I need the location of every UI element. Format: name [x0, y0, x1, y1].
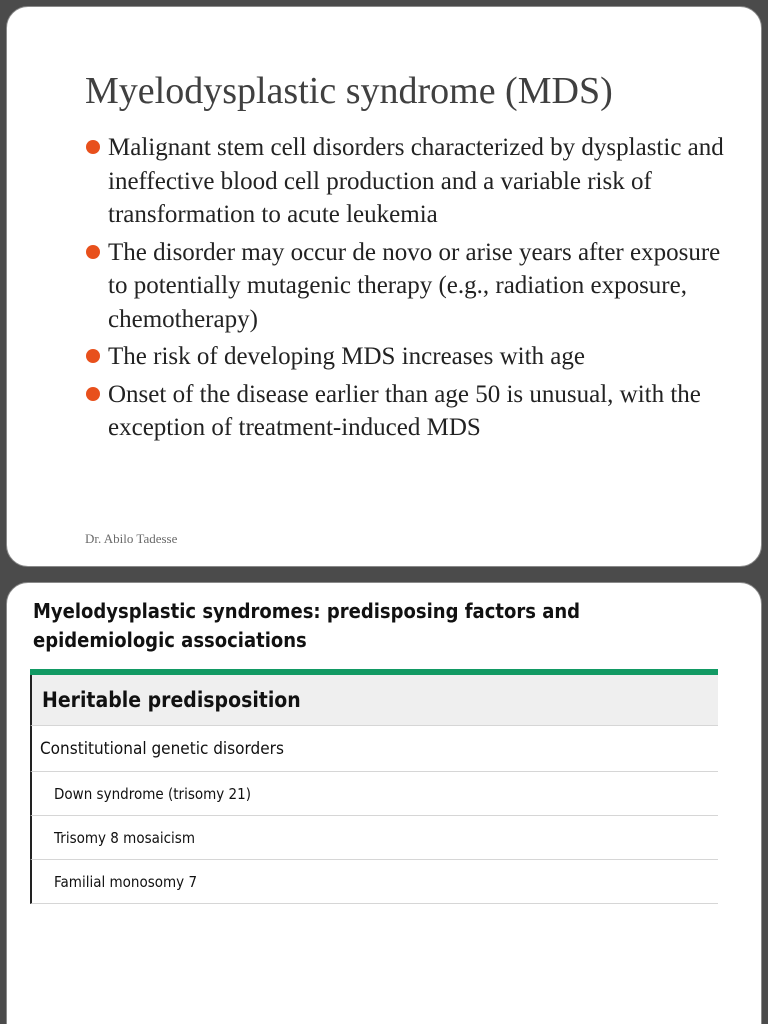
- table-row: [30, 772, 718, 816]
- bullet-dot-icon: [86, 349, 100, 363]
- table-group-label: Constitutional genetic disorders: [40, 738, 284, 759]
- bullet-item: [85, 378, 735, 445]
- table-row: [30, 860, 718, 904]
- bullet-text: The disorder may occur de novo or arise years after exposure to potentially mutagenic therapy (e.g., radiation exposure, chemotherapy): [108, 238, 721, 333]
- table-cell: Down syndrome (trisomy 21): [54, 784, 251, 803]
- slide-title: Myelodysplastic syndromes: predisposing factors and epidemiologic associations: [33, 599, 581, 652]
- bullet-list: [85, 131, 735, 449]
- table-cell: Familial monosomy 7: [54, 872, 198, 891]
- table-cell: Trisomy 8 mosaicism: [54, 828, 196, 847]
- bullet-dot-icon: [86, 245, 100, 259]
- predisposition-table: [30, 669, 718, 904]
- table-group-row: [30, 726, 718, 772]
- bullet-dot-icon: [86, 140, 100, 154]
- slide-predisposing-factors: [6, 582, 762, 1024]
- bullet-item: [85, 131, 735, 232]
- slide-footer-author: Dr. Abilo Tadesse: [85, 531, 178, 546]
- slide-title: Myelodysplastic syndrome (MDS): [85, 70, 613, 112]
- bullet-text: Onset of the disease earlier than age 50 is unusual, with the exception of treatment-induced MDS: [108, 380, 701, 441]
- table-header-label: Heritable predisposition: [42, 688, 301, 712]
- bullet-dot-icon: [86, 387, 100, 401]
- table-header: [30, 675, 718, 726]
- table-row: [30, 816, 718, 860]
- bullet-text: Malignant stem cell disorders characterized by dysplastic and ineffective blood cell production and a variable risk of transformation to acute leukemia: [108, 134, 724, 228]
- bullet-item: [85, 236, 735, 337]
- bullet-item: [85, 340, 735, 374]
- bullet-text: The risk of developing MDS increases with age: [108, 343, 585, 370]
- slide-mds-overview: [6, 6, 762, 567]
